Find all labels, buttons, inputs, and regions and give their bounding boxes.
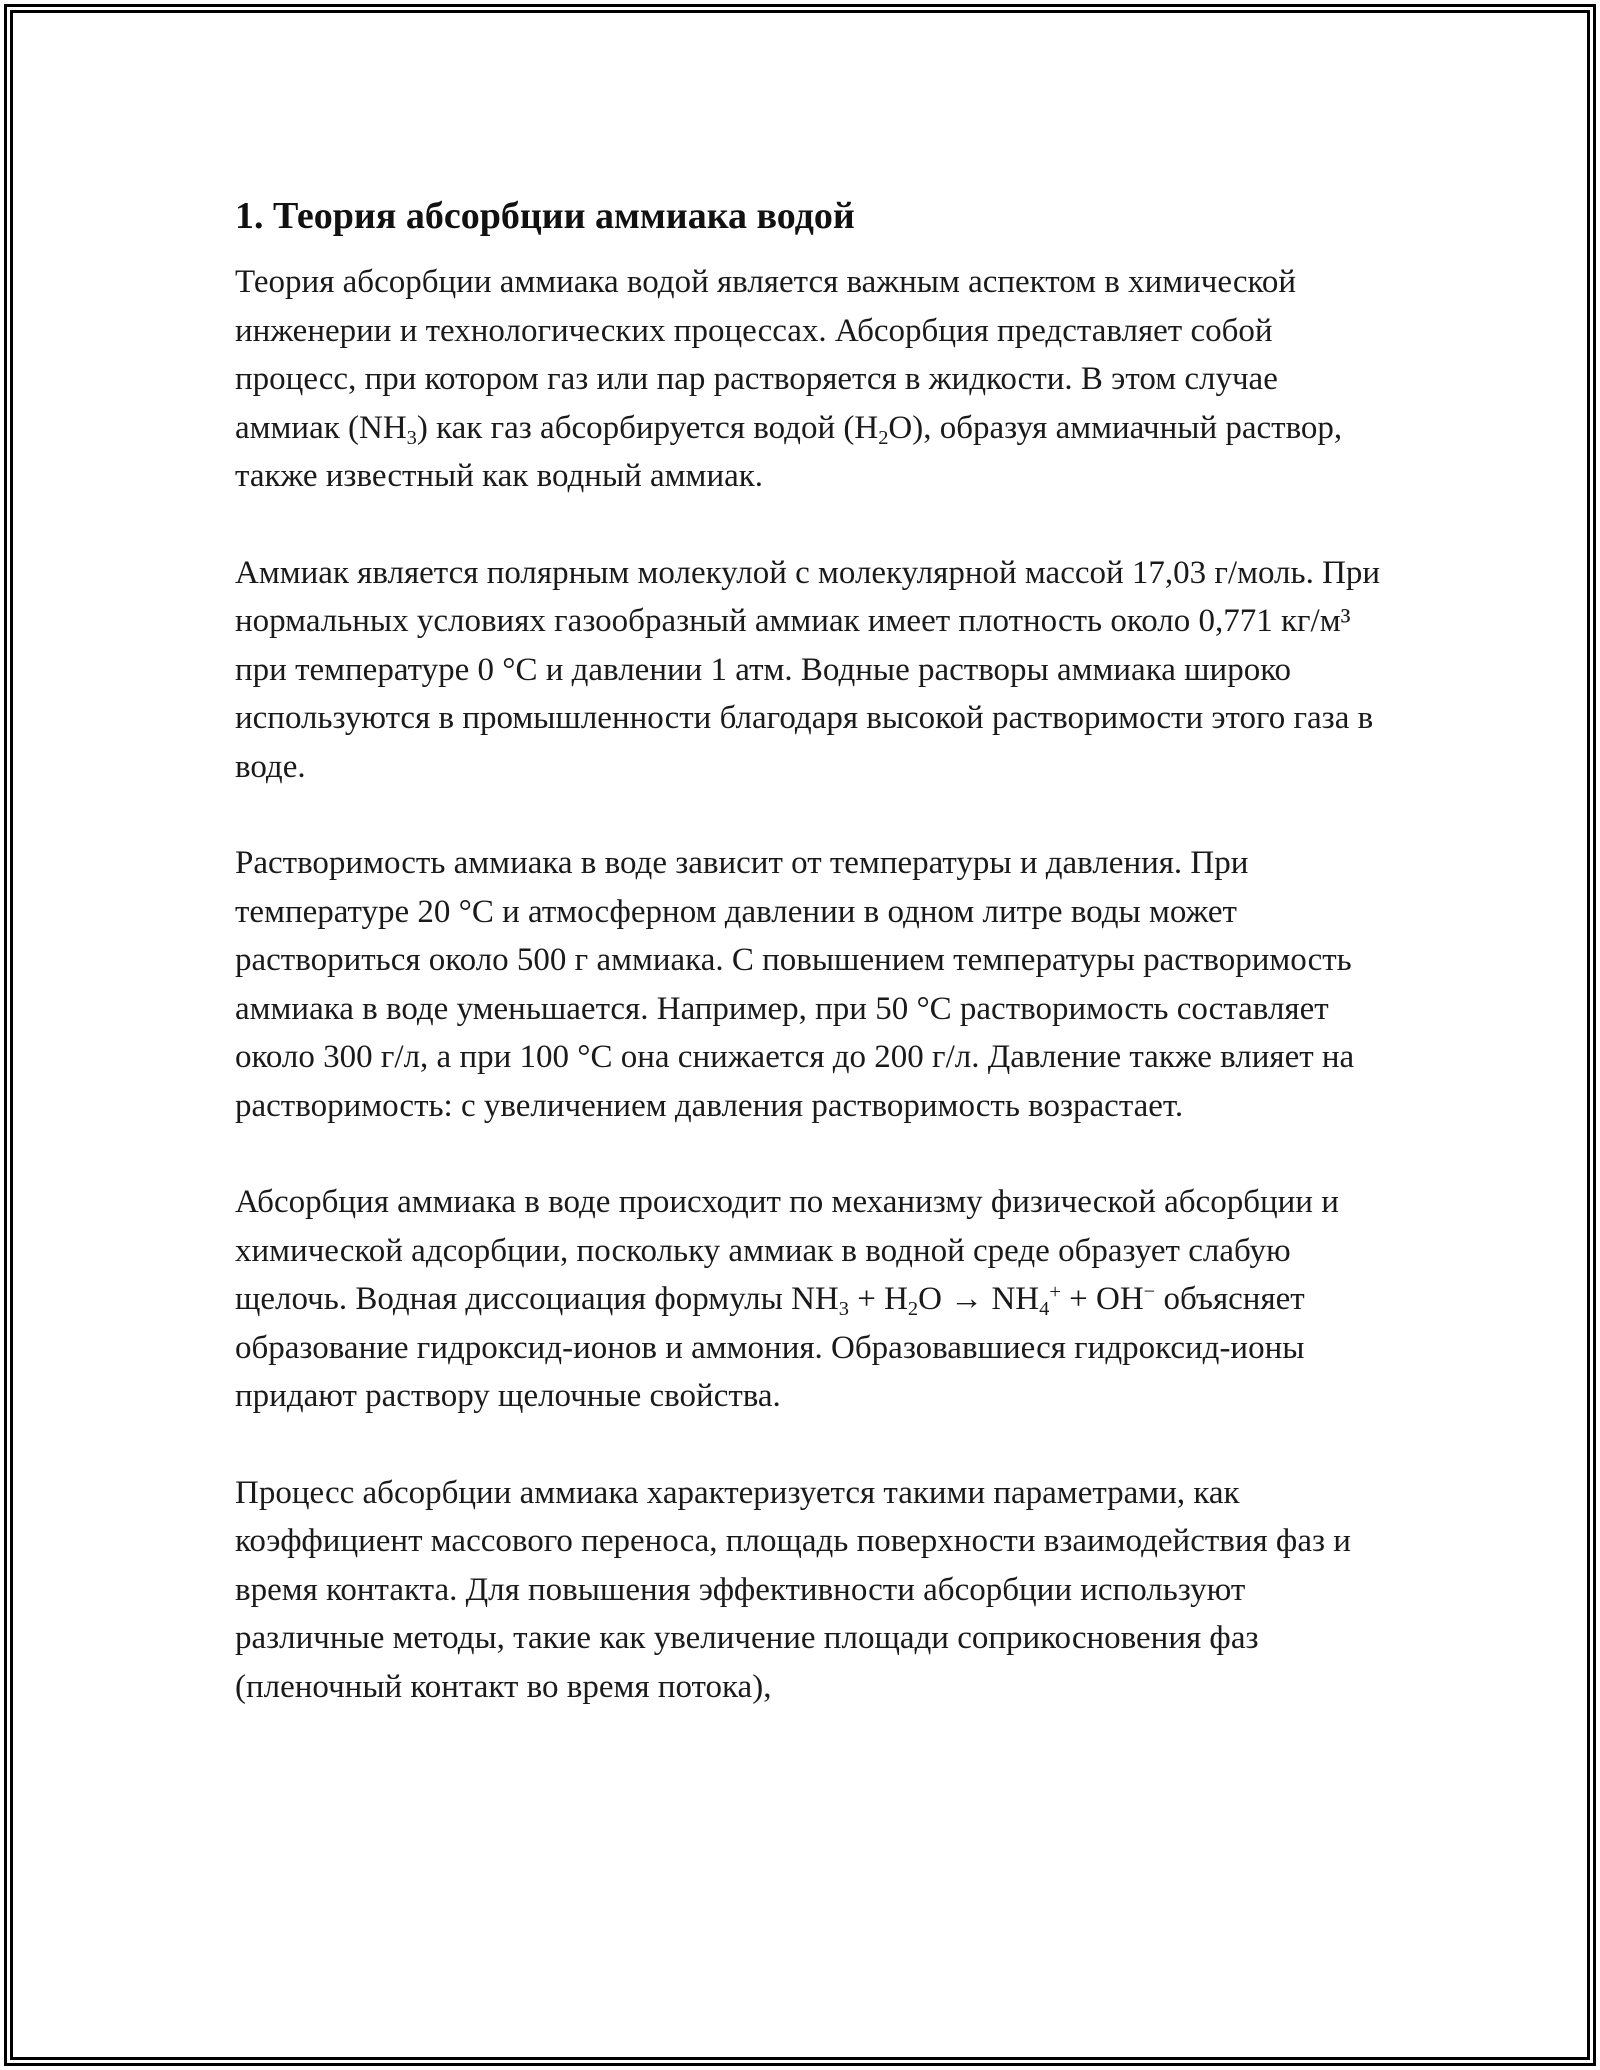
subscript: 2	[878, 426, 889, 449]
subscript: 3	[406, 426, 417, 449]
document-body	[235, 188, 1385, 1711]
paragraph-1-text-a: Теория абсорбции аммиака водой является важным аспектом в химической инженерии и технологических процессах. Абсорбция представляет собой процесс, при котором газ или пар растворяется в жидкости. В этом случае аммиак (NH	[235, 264, 1297, 446]
paragraph-4-text-b: + H	[848, 1281, 908, 1317]
paragraph-5: Процесс абсорбции аммиака характеризуется такими параметрами, как коэффициент массового переноса, площадь поверхности взаимодействия фаз и время контакта. Для повышения эффективности абсорбции используют различные методы, такие как увеличение площади соприкосновения фаз (пленочный контакт во время потока),	[235, 1474, 1351, 1705]
subscript: 4	[1039, 1298, 1050, 1321]
superscript: +	[1049, 1280, 1061, 1303]
paragraph-4-text-e: объясняет образование гидроксид-ионов и аммония. Образовавшиеся гидроксид-ионы придают раствору щелочные свойства.	[235, 1281, 1305, 1414]
paragraph-4-text-a: Абсорбция аммиака в воде происходит по механизму физической абсорбции и химической адсорбции, поскольку аммиак в водной среде образует слабую щелочь. Водная диссоциация формулы NH	[235, 1184, 1339, 1317]
paragraph-2: Аммиак является полярным молекулой с молекулярной массой 17,03 г/моль. При нормальных условиях газообразный аммиак имеет плотность около 0,771 кг/м³ при температуре 0 °C и давлении 1 атм. Водные растворы аммиака широко используются в промышленности благодаря высокой растворимости этого газа в воде.	[235, 554, 1381, 785]
paragraph-4-text-d: + OH	[1060, 1281, 1144, 1317]
paragraph-1-text-b: ) как газ абсорбируется водой (H	[416, 409, 879, 446]
section-heading: 1. Теория абсорбции аммиака водой	[235, 195, 855, 237]
paragraph-1-text-c: O), образуя аммиачный раствор, также известный как водный аммиак.	[235, 409, 1343, 494]
paragraph-4-text-c: O → NH	[918, 1281, 1040, 1317]
paragraph-1	[235, 258, 1385, 501]
superscript: −	[1143, 1280, 1156, 1303]
paragraph-4	[235, 1178, 1385, 1421]
subscript: 2	[907, 1298, 919, 1321]
subscript: 3	[838, 1298, 849, 1321]
paragraph-3: Растворимость аммиака в воде зависит от температуры и давления. При температуре 20 °C и атмосферном давлении в одном литре воды может раствориться около 500 г аммиака. С повышением температуры растворимость аммиака в воде уменьшается. Например, при 50 °C растворимость составляет около 300 г/л, а при 100 °C она снижается до 200 г/л. Давление также влияет на растворимость: с увеличением давления растворимость возрастает.	[235, 845, 1355, 1124]
